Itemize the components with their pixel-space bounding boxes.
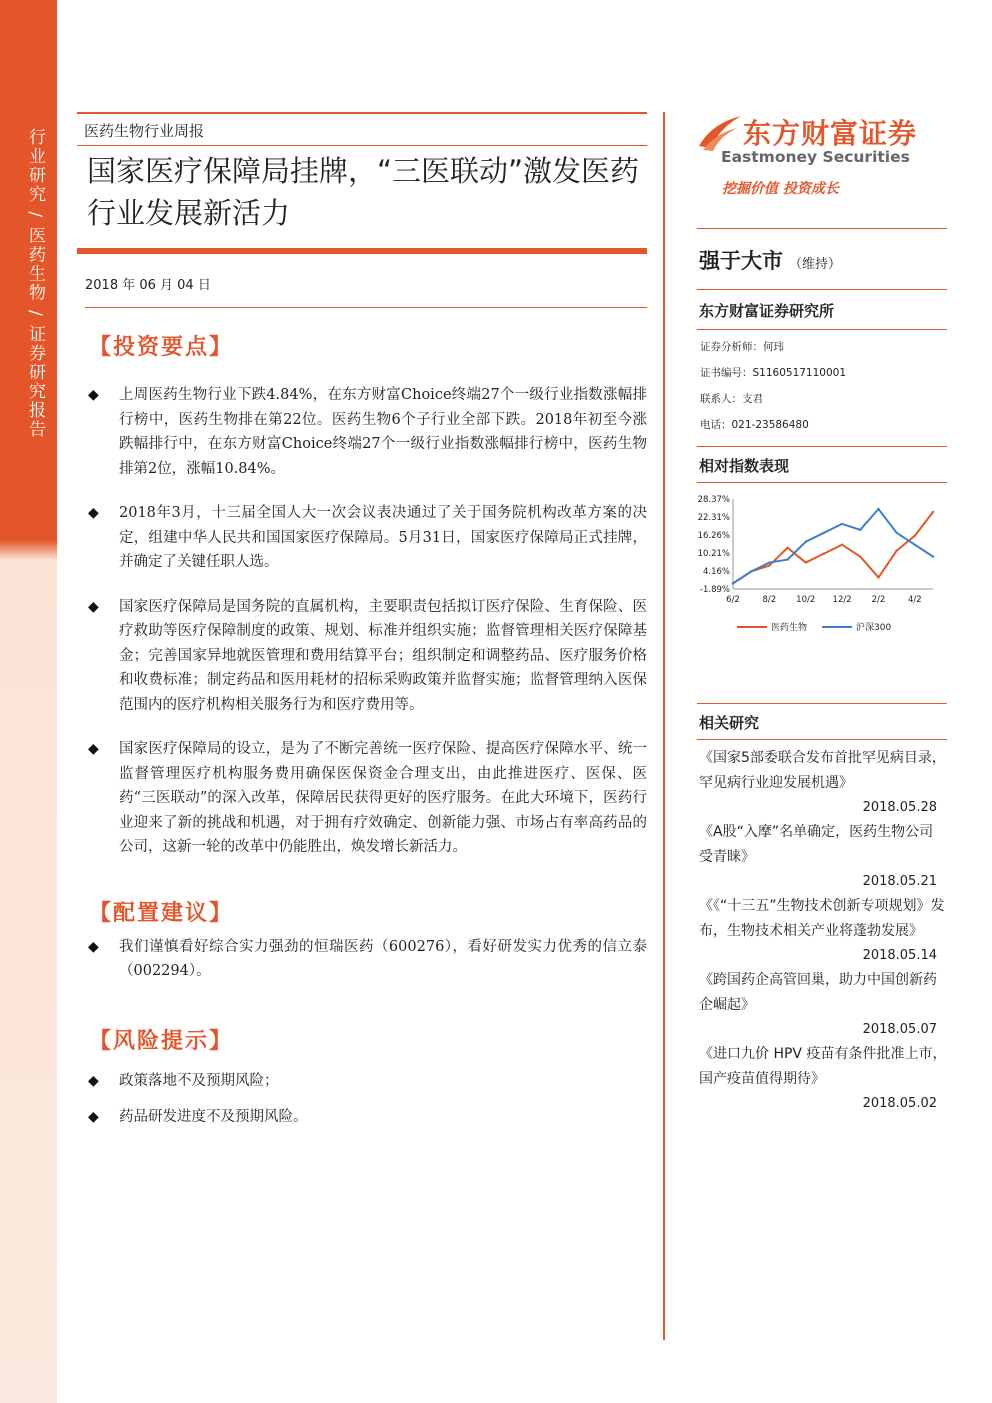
related-item-title[interactable]: 《《“十三五”生物技术创新专项规划》发布，生物技术相关产业将蓬勃发展》 — [699, 898, 945, 939]
series-point — [932, 555, 934, 557]
risk-point-2: ◆ 药品研发进度不及预期风险。 — [77, 1105, 647, 1130]
series-line — [733, 512, 933, 583]
related-item[interactable] — [697, 746, 947, 820]
series-point — [768, 564, 770, 566]
diamond-bullet-icon: ◆ — [88, 1072, 99, 1089]
key-point-1: ◆ 上周医药生物行业下跌4.84%，在东方财富Choice终端27个一级行业指数涨幅排行榜中，医药生物排在第22位。医药生物6个子行业全部下跌。2018年初至今涨跌幅排行中，在东方财富Choice终端27个一级行业指数涨幅排行榜中，医药生物排第2位，涨幅10.84%。 — [77, 383, 647, 481]
series-point — [841, 544, 843, 546]
phone-line: 电话：021-23586480 — [700, 419, 809, 431]
y-tick-label: 4.16% — [702, 567, 730, 577]
diamond-bullet-icon: ◆ — [88, 938, 99, 955]
report-date: 2018 年 06 月 04 日 — [85, 274, 647, 308]
series-point — [823, 552, 825, 554]
chart-heading: 相对指数表现 — [697, 446, 947, 483]
side-bar — [0, 0, 57, 1403]
series-point — [877, 576, 879, 578]
series-point — [859, 529, 861, 531]
brand-name-en: Eastmoney Securities — [721, 148, 910, 166]
column-divider — [663, 112, 665, 1340]
related-item[interactable] — [697, 894, 947, 968]
series-point — [732, 582, 734, 584]
report-type: 医药生物行业周报 — [77, 114, 647, 146]
related-item-title[interactable]: 《进口九价 HPV 疫苗有条件批准上市，国产疫苗值得期待》 — [699, 1046, 947, 1087]
related-item-date: 2018.05.21 — [862, 874, 937, 889]
series-point — [786, 558, 788, 560]
rating-box — [697, 228, 947, 290]
related-item-date: 2018.05.28 — [862, 800, 937, 815]
allocation-point-1: ◆ 我们谨慎看好综合实力强劲的恒瑞医药（600276），看好研发实力优秀的信立泰（002294）。 — [77, 935, 647, 984]
key-point-4: ◆ 国家医疗保障局的设立，是为了不断完善统一医疗保险、提高医疗保障水平、统一监督管理医疗机构服务费用确保医保资金合理支出，由此推进医疗、医保、医药“三医联动”的深入改革，保障居民获得更好的医疗服务。在此大环境下，医药行业迎来了新的挑战和机遇，对于拥有疗效确定、创新能力强、市场占有率高药品的公司，这新一轮的改革中仍能胜出，焕发增长新活力。 — [77, 737, 647, 860]
x-tick-label: 4/2 — [907, 595, 922, 605]
y-tick-label: 28.37% — [697, 495, 730, 505]
series-point — [877, 508, 879, 510]
diamond-bullet-icon: ◆ — [88, 505, 99, 521]
x-tick-label: 8/2 — [762, 595, 777, 605]
series-point — [805, 561, 807, 563]
y-tick-label: -1.89% — [699, 585, 730, 595]
key-point-2: ◆ 2018年3月，十三届全国人大一次会议表决通过了关于国务院机构改革方案的决定，组建中华人民共和国国家医疗保障局。5月31日，国家医疗保障局正式挂牌，并确定了关键任职人选。 — [77, 501, 647, 575]
legend-label: 沪深300 — [856, 623, 892, 633]
brand-slogan: 挖掘价值 投资成长 — [722, 181, 839, 197]
series-point — [768, 561, 770, 563]
key-point-3: ◆ 国家医疗保障局是国务院的直属机构，主要职责包括拟订医疗保险、生育保险、医疗救助等医疗保障制度的政策、规划、标准并组织实施；监督管理相关医疗保障基金；完善国家异地就医管理和费用结算平台；组织制定和调整药品、医疗服务价格和收费标准；制定药品和医用耗材的招标采购政策并监督实施；监督管理纳入医保范围内的医疗机构相关服务行为和医疗费用等。 — [77, 595, 647, 718]
logo-mark-icon — [697, 112, 743, 152]
y-tick-label: 16.26% — [697, 531, 730, 541]
allocation-heading: 【配置建议】 — [89, 899, 234, 926]
title-rule — [77, 248, 647, 254]
rating-label: 强于大市 — [699, 249, 783, 273]
series-point — [895, 532, 897, 534]
y-tick-label: 10.21% — [697, 549, 730, 559]
x-tick-label: 12/2 — [832, 595, 852, 605]
risk-point-1: ◆ 政策落地不及预期风险； — [77, 1069, 647, 1094]
brand-logo — [697, 112, 947, 152]
x-tick-label: 2/2 — [871, 595, 886, 605]
related-item-title[interactable]: 《A股“入摩”名单确定，医药生物公司受青睐》 — [699, 824, 934, 865]
report-title: 国家医疗保障局挂牌，“三医联动”激发医药行业发展新活力 — [87, 154, 640, 230]
side-category-text: 行业研究 / 医药生物 / 证券研究报告 — [25, 128, 45, 440]
diamond-bullet-icon: ◆ — [88, 741, 99, 757]
main-column — [77, 112, 647, 1130]
related-item[interactable] — [697, 968, 947, 1042]
x-tick-label: 10/2 — [796, 595, 816, 605]
related-item-title[interactable]: 《跨国药企高管回巢，助力中国创新药企崛起》 — [699, 972, 937, 1013]
related-item-title[interactable]: 《国家5部委联合发布首批罕见病目录，罕见病行业迎发展机遇》 — [699, 750, 946, 791]
series-point — [914, 544, 916, 546]
x-tick-label: 6/2 — [726, 595, 740, 605]
contact-line: 联系人：支君 — [700, 393, 763, 405]
related-list — [697, 746, 947, 1116]
rating-sub: （维持） — [789, 257, 842, 272]
legend-label: 医药生物 — [771, 623, 808, 633]
series-point — [895, 549, 897, 551]
brand-name-cn: 东方财富证券 — [743, 117, 918, 150]
series-point — [841, 523, 843, 525]
diamond-bullet-icon: ◆ — [88, 1109, 99, 1125]
series-point — [932, 511, 934, 513]
related-item-date: 2018.05.07 — [862, 1022, 937, 1037]
sidebar-column — [697, 112, 947, 1116]
institute-name: 东方财富证券研究所 — [697, 290, 947, 330]
key-points-heading: 【投资要点】 — [89, 334, 234, 360]
series-point — [805, 541, 807, 543]
diamond-bullet-icon: ◆ — [88, 387, 99, 403]
series-point — [914, 535, 916, 537]
risk-heading: 【风险提示】 — [89, 1027, 234, 1054]
relative-index-chart — [697, 493, 947, 663]
y-tick-label: 22.31% — [697, 513, 730, 523]
related-item[interactable] — [697, 820, 947, 894]
diamond-bullet-icon: ◆ — [88, 598, 99, 615]
series-point — [859, 555, 861, 557]
cert-line: 证书编号：S1160517110001 — [700, 367, 847, 379]
related-item-date: 2018.05.02 — [862, 1096, 937, 1111]
related-item-date: 2018.05.14 — [862, 948, 937, 963]
series-point — [786, 546, 788, 548]
related-item[interactable] — [697, 1042, 947, 1116]
analyst-line: 证券分析师：何玮 — [700, 341, 784, 353]
related-heading: 相关研究 — [697, 703, 947, 740]
series-point — [823, 532, 825, 534]
series-point — [750, 570, 752, 572]
